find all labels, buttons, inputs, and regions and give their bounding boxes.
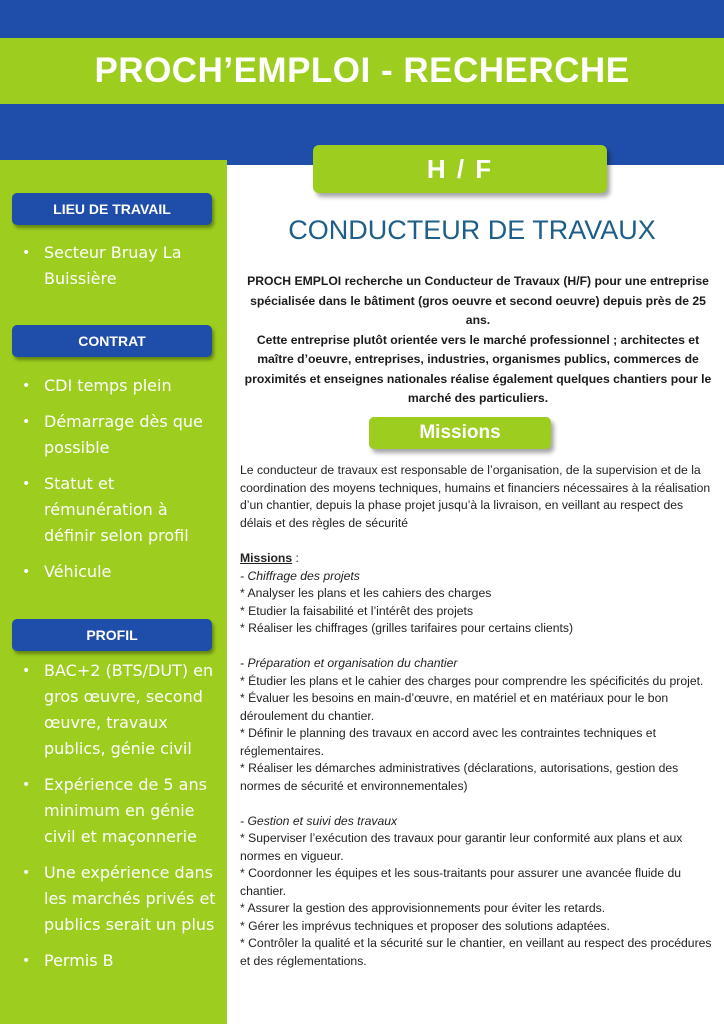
section-title: - Préparation et organisation du chantier: [240, 656, 458, 670]
section-title: - Chiffrage des projets: [240, 568, 360, 583]
list-item: • BAC+2 (BTS/DUT) en gros œuvre, second œuvre, travaux publics, génie civil: [22, 658, 220, 762]
missions-label-suffix: :: [292, 551, 299, 565]
list-item: * Réaliser les chiffrages (grilles tarifaires pour certains clients): [240, 621, 574, 635]
section-title: - Gestion et suivi des travaux: [240, 813, 398, 828]
profil-list: [22, 658, 220, 984]
gender-badge: H / F: [313, 145, 607, 193]
list-item: • Secteur Bruay La Buissière: [22, 240, 220, 292]
spacer: [240, 638, 714, 656]
page-title: PROCH’EMPLOI - RECHERCHE: [94, 51, 630, 90]
list-item: • Expérience de 5 ans minimum en génie civil et maçonnerie: [22, 772, 220, 850]
intro-paragraph: Cette entreprise plutôt orientée vers le marché professionnel ; architectes et maître d’oeuvre, entreprises, industries, organismes publics, commerces de proximités et enseignes nationales réalise également quelques chantiers pour le marché des particuliers.: [244, 332, 712, 405]
sidebar: [0, 160, 227, 1024]
lieu-heading: LIEU DE TRAVAIL: [12, 193, 212, 225]
missions-label-line: [240, 550, 714, 568]
list-item: * Etudier la faisabilité et l’intérêt des projets: [240, 603, 474, 618]
list-item: * Assurer la gestion des approvisionnements pour éviter les retards.: [240, 901, 606, 915]
list-item: • Démarrage dès que possible: [22, 409, 220, 461]
contrat-heading: CONTRAT: [12, 325, 212, 357]
list-item: * Étudier les plans et le cahier des charges pour comprendre les spécificités du projet.: [240, 673, 704, 688]
list-item: * Définir le planning des travaux en accord avec les contraintes techniques et réglementaires.: [240, 726, 656, 758]
list-item: • Permis B: [22, 948, 220, 974]
job-title: CONDUCTEUR DE TRAVAUX: [288, 215, 656, 245]
missions-list: [240, 550, 714, 970]
missions-label: Missions: [240, 551, 293, 565]
intro-paragraph: PROCH EMPLOI recherche un Conducteur de Travaux (H/F) pour une entreprise spécialisée dans le bâtiment (gros oeuvre et second oeuvre) depuis près de 25 ans.: [247, 274, 709, 327]
list-item: • Véhicule: [22, 559, 220, 585]
contrat-list: [22, 373, 220, 595]
title-banner: [0, 38, 724, 104]
list-item: • CDI temps plein: [22, 373, 220, 399]
list-item: * Réaliser les démarches administratives (déclarations, autorisations, gestion des normes de sécurité et environnementales): [240, 761, 679, 793]
list-item: * Gérer les imprévus techniques et proposer des solutions adaptées.: [240, 918, 610, 933]
missions-description: Le conducteur de travaux est responsable de l’organisation, de la supervision et de la coordination des moyens techniques, humains et financiers nécessaires à la réalisation d’un chantier, depuis la phase projet jusqu’à la livraison, en veillant au respect des délais et des règles de sécurité: [240, 463, 711, 530]
list-item: * Évaluer les besoins en main-d’œuvre, en matériel et en matériaux pour le bon déroulement du chantier.: [240, 691, 669, 723]
list-item: * Superviser l’exécution des travaux pour garantir leur conformité aux plans et aux normes en vigueur.: [240, 831, 683, 863]
missions-badge: Missions: [369, 417, 551, 449]
list-item: * Contrôler la qualité et la sécurité sur le chantier, en veillant au respect des procédures et des réglementations.: [240, 936, 712, 968]
list-item: * Analyser les plans et les cahiers des charges: [240, 586, 492, 600]
list-item: • Une expérience dans les marchés privés et publics serait un plus: [22, 860, 220, 938]
spacer: [240, 795, 714, 813]
profil-heading: PROFIL: [12, 619, 212, 651]
lieu-list: [22, 240, 220, 302]
list-item: • Statut et rémunération à définir selon profil: [22, 471, 220, 549]
list-item: * Coordonner les équipes et les sous-traitants pour assurer une avancée fluide du chantier.: [240, 866, 682, 898]
intro-text: [240, 272, 716, 409]
